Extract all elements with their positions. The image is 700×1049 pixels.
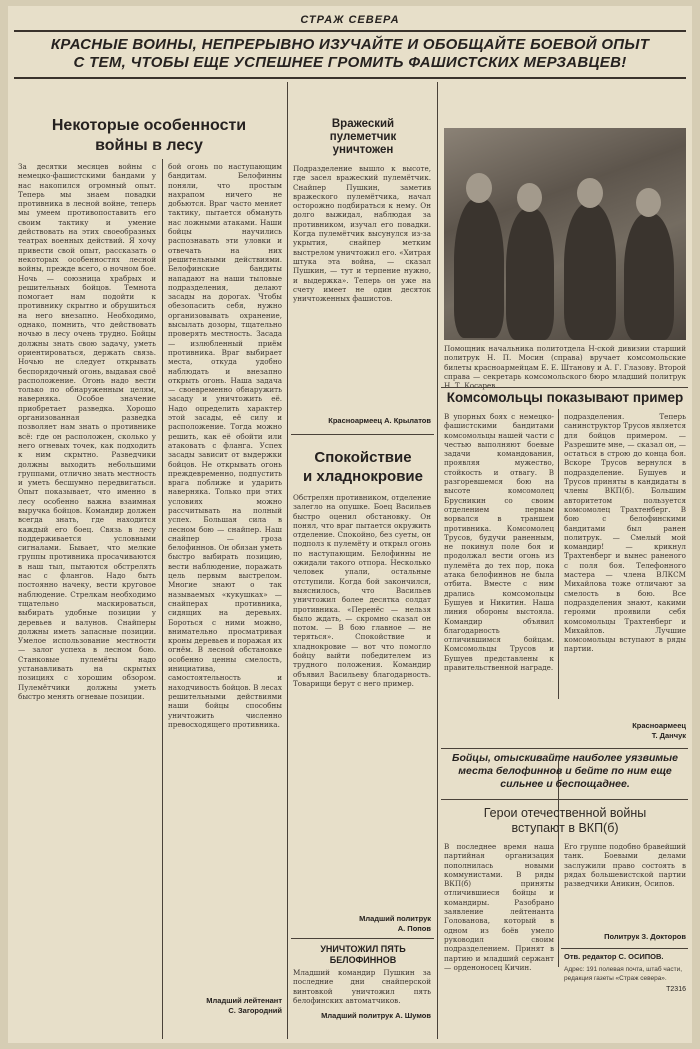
byline-role: Младший политрук bbox=[321, 1011, 394, 1020]
byline-name: А. Крылатов bbox=[384, 416, 431, 425]
slogan-line-1: КРАСНЫЕ ВОИНЫ, НЕПРЕРЫВНО ИЗУЧАЙТЕ И ОБОБЩАЙТЕ БОЕВОЙ ОПЫТ bbox=[50, 36, 650, 53]
article-body: Обстрелян противником, отделение залегло на опушке. Боец Васильев быстро оценил обстановку. Он понял, что враг пытается окружить отделение. Спокойно, без суеты, он подполз к пулемёту и открыл огонь по наступающим. Белофинны не ожидали такого отпора. Несколько человек упали, остальные отступили. Когда бой закончился, выяснилось, что Васильев уничтожил более десятка солдат противника. «Перенёс — нельзя было ждать, — скромно сказал он потом. — В бою главное — не теряться». Спокойствие и хладнокровие — вот что помогло бойцу выйти победителем из трудного положения. Командир объявил Васильеву благодарность. Товарищи берут с него пример. bbox=[293, 493, 431, 688]
article-body-column: В последнее время наша партийная организация пополнилась новыми коммунистами. В ряды ВКП(б) приняты отличившиеся бойцы и командиры. Разобрано заявление лейтенанта Голованова, который в одном из боёв умело руководил своим подразделением. Принят в партию и младший сержант — орденоносец Кичин. bbox=[444, 842, 554, 972]
section-divider bbox=[441, 387, 688, 388]
byline bbox=[168, 996, 282, 1016]
article-body-column: бой огонь по наступающим бандитам. Белофинны поняли, что простым нахрапом ничего не добьются. Враг часто меняет тактику, пытается обмануть нас ложными атаками. Наши бойцы научились распознавать эти уловки и отвечать на них решительными действиями. Белофинские бандиты нападают на наши тыловые подразделения, делают засады на дорогах. Чтобы обезопасить себя, нужно организовывать охранение, высылать дозоры, тщательно проверять местность. Засада — излюбленный приём противника. Враг выбирает места, откуда удобно наблюдать и внезапно открыть огонь. Наша задача — своевременно обнаружить засаду и уничтожить её. Надо определить характер этой засады, её силу и расположение. Тогда можно решить, как её обойти или атаковать с фланга. Успех засады зависит от выдержки бойцов. Не открывать огонь преждевременно, подпустить врага поближе и ударить наверняка. Только при этих условиях можно рассчитывать на полный успех. Большая сила в лесном бою — снайпер. Наш снайпер — гроза белофиннов. Он обязан уметь быстро выбирать позицию, вести наблюдение, поражать цель первым выстрелом. Многие знают о так называемых «кукушках» — снайперах противника, сидящих на деревьях. Бороться с ними можно, внимательно просматривая кроны деревьев и поражая их огнём. В лесной обстановке особенно ценны смелость, инициатива, самостоятельность и находчивость бойцов. В лесах решительными действиями наши бойцы способны уничтожить численно превосходящего противника. bbox=[168, 162, 282, 729]
article-headline: УНИЧТОЖИЛ ПЯТЬ БЕЛОФИННОВ bbox=[320, 944, 406, 965]
article-body-column: подразделения. Теперь санинструктор Трусов является для бойцов примером. — Разрешите мне, — сказал он, — остаться в строю до конца боя. Вскоре Трусов вернулся в подразделение. Бушуев и Трусов приняты в кандидаты в члены ВКП(б). Большим авторитетом пользуется комсомолец Трахтенберг. В бою с белофинскими бандитами был ранен политрук. — Смелый мой командир! — крикнул Трахтенберг и вынес раненого с поля боя. Телефонного мастера — члена ВЛКСМ Михайлова тоже отличают за смелость в бою. Все подразделения знают, какими героями проявили себя комсомольцы Трахтенберг и Михайлов. Лучшие комсомольцы вступают в ряды партии. bbox=[564, 412, 686, 654]
headline-line: Спокойствие bbox=[314, 449, 412, 466]
photo-caption: Помощник начальника политотдела Н-ской дивизии старший политрук Н. П. Мосин (справа) вручает комсомольские билеты красноармейцам Е. Е. Штанову и А. Г. Глазову. Второй справа — секретарь комсомольского бюро младший политрук Н. Т. Косарев. bbox=[444, 344, 686, 391]
header-rule bbox=[14, 30, 686, 32]
headline-line: пулеметчик bbox=[329, 131, 397, 143]
byline-name: С. Загородний bbox=[228, 1006, 282, 1015]
headline-line: Вражеский bbox=[331, 118, 395, 130]
imprint bbox=[564, 952, 686, 994]
headline-line: Герои отечественной войны bbox=[483, 806, 647, 820]
article-headline: Комсомольцы показывают пример bbox=[446, 390, 684, 405]
byline bbox=[293, 416, 431, 426]
byline-role: Красноармеец bbox=[328, 416, 383, 425]
paper-name: СТРАЖ СЕВЕРА bbox=[300, 14, 400, 26]
column-divider bbox=[558, 409, 559, 699]
slogan-rule bbox=[14, 77, 686, 79]
photo-figure bbox=[454, 198, 504, 338]
article-headline bbox=[444, 806, 686, 836]
column-divider bbox=[437, 82, 438, 1039]
photo-figure bbox=[506, 208, 554, 340]
article-body: Младший командир Пушкин за последние дни снайперской винтовкой уничтожил пять белофинских автоматчиков. bbox=[293, 968, 431, 1005]
photo-figure bbox=[636, 188, 661, 217]
editor-line: Отв. редактор С. ОСИПОВ. bbox=[564, 952, 664, 961]
article-body-column: За десятки месяцев войны с немецко-фашистскими бандами у нас накопился огромный опыт. Теперь мы знаем повадки противника в лесной войне, теперь мы умеем противопоставить его своим тактику и умение действовать на этих своеобразных театрах военных действий. Я хочу привести свой опыт, рассказать о некоторых особенностях лесной войны, прежде всего, о ночном бое. Ночь — союзница храбрых и решительных бойцов. Темнота помогает нам подойти к противнику скрытно и обрушиться на него внезапно. Необходимо, однако, помнить, что действовать ночью в лесу очень трудно. Бойцы должны знать свою задачу, уметь ориентироваться, держать связь. Ночью не следует открывать беспорядочный огонь, выдавая своё расположение. Огонь надо вести только по обнаруженным целям, наверняка. Особое значение приобретает разведка. Хорошо организованная разведка позволяет нам знать о противнике всё: где он расположен, сколько у него огневых точек, как подходить к ним скрытно. Разведчики должны выходить небольшими группами, отлично знать местность и уметь бесшумно передвигаться. Опыт показывает, что именно в лесу особенно важна взаимная выручка бойцов. Командир должен всегда знать, где находится каждый его боец. Связь в лесу поддерживается условными сигналами. Бывает, что мелкие группы противника просачиваются в наш тыл, пытаются обстрелять нас с флангов. Надо быть постоянно начеку, вести круговое наблюдение. Стрелкам необходимо тщательно маскироваться, выбирать удобные позиции у деревьев и валунов. Снайперы должны иметь запасные позиции. Умелое использование местности — залог успеха в лесном бою. Станковые пулемёты надо устанавливать на скрытых позициях с хорошим обзором. Пулемётчики должны уметь быстро менять огневые позиции. bbox=[18, 162, 156, 701]
byline-role: Красноармеец bbox=[632, 721, 686, 730]
byline bbox=[293, 1011, 431, 1021]
byline-name: А. Шумов bbox=[395, 1011, 431, 1020]
headline-line: вступают в ВКП(б) bbox=[511, 821, 619, 835]
byline-role: Политрук bbox=[604, 932, 640, 941]
article-body: Подразделение вышло к высоте, где засел вражеский пулемётчик. Снайпер Пушкин, заметив вражеского пулемётчика, начал осторожно подбираться к нему. Он долго выжидал, наблюдая за противником, изучал его повадки. Когда пулемётчик высунулся из-за укрытия, снайпер метким выстрелом уничтожил его. «Хитрая штука эта война, — сказал Пушкин, — тут и терпение нужно, и выдержка». Теперь он уже на счету имеет не один десяток уничтоженных фашистов. bbox=[293, 164, 431, 304]
byline bbox=[564, 932, 686, 942]
photo-figure bbox=[577, 178, 603, 208]
byline bbox=[564, 721, 686, 741]
article-body-column: Его группе подобно бравейший танк. Боевыми делами заслужили право состоять в рядах большевистской партии разведчики Аникин, Осипов. bbox=[564, 842, 686, 889]
address-line: Адрес: 191 полевая почта, штаб части, редакция газеты «Страж севера». bbox=[564, 966, 683, 982]
photo-figure bbox=[564, 203, 616, 340]
article-headline bbox=[293, 118, 433, 157]
column-divider bbox=[162, 159, 163, 1039]
headline-line: войны в лесу bbox=[95, 137, 203, 154]
byline-role: Младший лейтенант bbox=[206, 996, 282, 1005]
section-divider bbox=[441, 748, 688, 749]
byline-name: А. Попов bbox=[397, 924, 431, 933]
headline-line: Некоторые особенности bbox=[51, 117, 247, 134]
section-divider bbox=[561, 948, 688, 949]
photo-figure bbox=[466, 173, 492, 203]
call-to-action-slogan: Бойцы, отыскивайте наиболее уязвимые места белофиннов и бейте по ним еще сильнее и беспощаднее. bbox=[452, 752, 678, 790]
slogan-line-2: С ТЕМ, ЧТОБЫ ЕЩЕ УСПЕШНЕЕ ГРОМИТЬ ФАШИСТСКИХ МЕРЗАВЦЕВ! bbox=[73, 54, 627, 71]
headline-line: уничтожен bbox=[332, 144, 394, 156]
article-headline bbox=[18, 116, 280, 156]
byline-name: Т. Данчук bbox=[651, 731, 686, 740]
headline-line: и хладнокровие bbox=[303, 468, 423, 485]
section-divider bbox=[291, 938, 434, 939]
article-body-column: В упорных боях с немецко-фашистскими бандитами комсомольцы нашей части с честью выполняют боевые задачи командования, проявляя мужество, стойкость и отвагу. В разгоревшемся бою на высоте комсомолец Брусникин со своим отделением первым ворвался в траншеи противника. Комсомолец Трусов, будучи раненным, не покинул поле боя и продолжал вести огонь из пулемёта до тех пор, пока атака белофиннов не была отбита. Вместе с ним дрались комсомольцы Бушуев и Никитин. Наша линия обороны выстояла. Командир объявил благодарность отличившимся бойцам. Комсомольцы Трусов и Бушуев представлены к правительственной награде. bbox=[444, 412, 554, 673]
byline-name: З. Докторов bbox=[641, 932, 686, 941]
photo-figure bbox=[624, 213, 674, 340]
article-headline bbox=[293, 448, 433, 486]
news-photo bbox=[444, 128, 686, 340]
newspaper-page bbox=[8, 6, 692, 1043]
section-divider bbox=[441, 799, 688, 800]
column-divider bbox=[558, 761, 559, 967]
photo-figure bbox=[517, 183, 542, 212]
column-divider bbox=[287, 82, 288, 1039]
byline-role: Младший политрук bbox=[359, 914, 431, 923]
print-code: Т2316 bbox=[666, 986, 686, 993]
section-divider bbox=[291, 434, 434, 435]
byline bbox=[293, 914, 431, 934]
